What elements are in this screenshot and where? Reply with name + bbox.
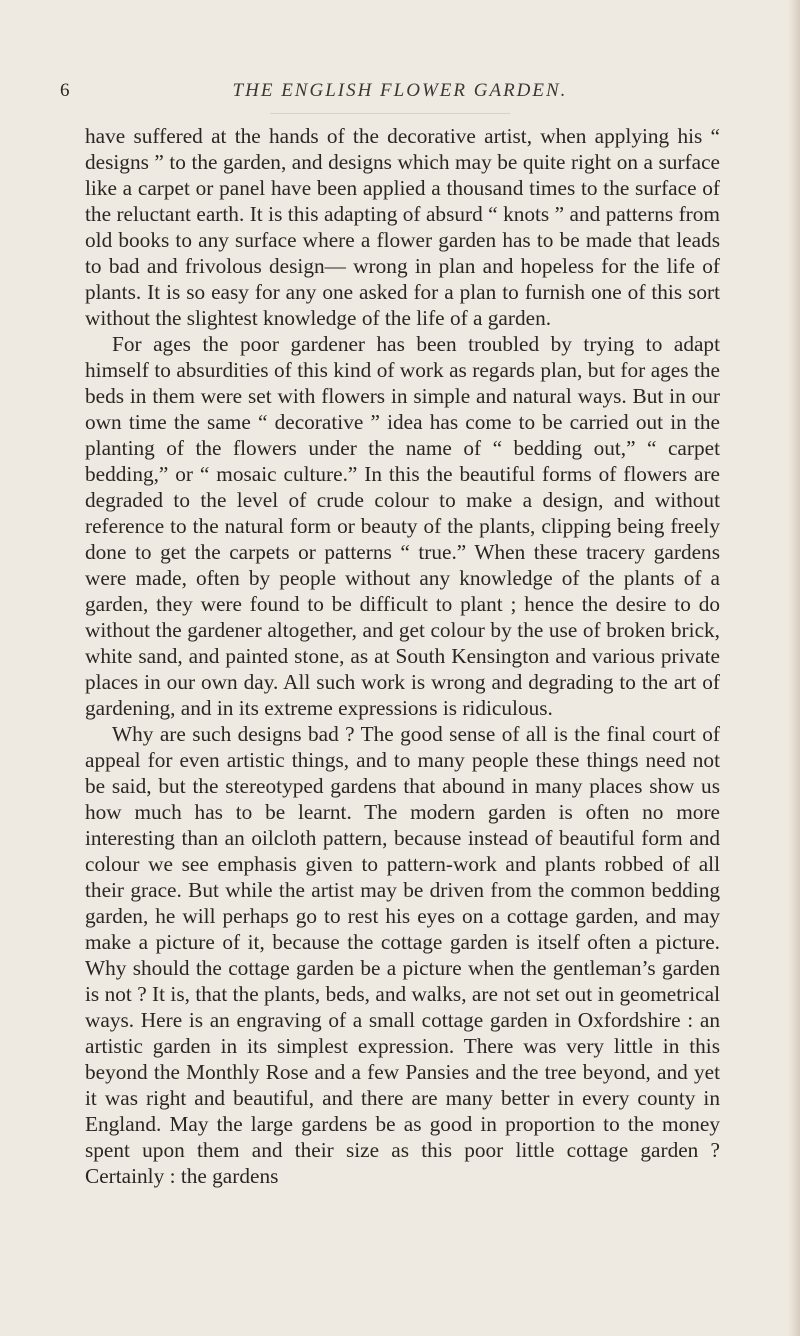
page-number: 6	[60, 80, 70, 101]
paragraph: have suffered at the hands of the decorative artist, when applying his “ designs ” to the garden, and designs which may be quite right on a surface like a carpet or panel have been applied a thousand times to the surface of the reluctant earth. It is this adapting of absurd “ knots ” and patterns from old books to any surface where a flower garden has to be made that leads to bad and frivolous design— wrong in plan and hopeless for the life of plants. It is so easy for any one asked for a plan to furnish one of this sort without the slightest knowledge of the life of a garden.	[85, 124, 720, 330]
page-edge-shadow	[788, 0, 800, 1336]
body-text	[85, 123, 720, 1189]
paragraph: For ages the poor gardener has been troubled by trying to adapt himself to absurdities of this kind of work as regards plan, but for ages the beds in them were set with flowers in simple and natural ways. But in our own time the same “ decorative ” idea has come to be carried out in the planting of the flowers under the name of “ bedding out,” “ carpet bedding,” or “ mosaic culture.” In this the beautiful forms of flowers are degraded to the level of crude colour to make a design, and without reference to the natural form or beauty of the plants, clipping being freely done to get the carpets or patterns “ true.” When these tracery gardens were made, often by people without any knowledge of the plants of a garden, they were found to be difficult to plant ; hence the desire to do without the gardener altogether, and get colour by the use of broken brick, white sand, and painted stone, as at South Kensington and various private places in our own day. All such work is wrong and degrading to the art of gardening, and in its extreme expressions is ridiculous.	[85, 332, 720, 720]
running-head: THE ENGLISH FLOWER GARDEN.	[232, 80, 568, 101]
header-rule	[270, 113, 510, 114]
page-header	[60, 80, 740, 104]
paragraph: Why are such designs bad ? The good sense of all is the final court of appeal for even artistic things, and to many people these things need not be said, but the stereotyped gardens that abound in many places show us how much has to be learnt. The modern garden is often no more interesting than an oilcloth pattern, because instead of beautiful form and colour we see emphasis given to pattern-work and plants robbed of all their grace. But while the artist may be driven from the common bedding garden, he will perhaps go to rest his eyes on a cottage garden, and may make a picture of it, because the cottage garden is itself often a picture. Why should the cottage garden be a picture when the gentleman’s garden is not ? It is, that the plants, beds, and walks, are not set out in geometrical ways. Here is an engraving of a small cottage garden in Oxfordshire : an artistic garden in its simplest expression. There was very little in this beyond the Monthly Rose and a few Pansies and the tree beyond, and yet it was right and beautiful, and there are many better in every county in England. May the large gardens be as good in proportion to the money spent upon them and their size as this poor little cottage garden ? Certainly : the gardens	[85, 722, 720, 1188]
